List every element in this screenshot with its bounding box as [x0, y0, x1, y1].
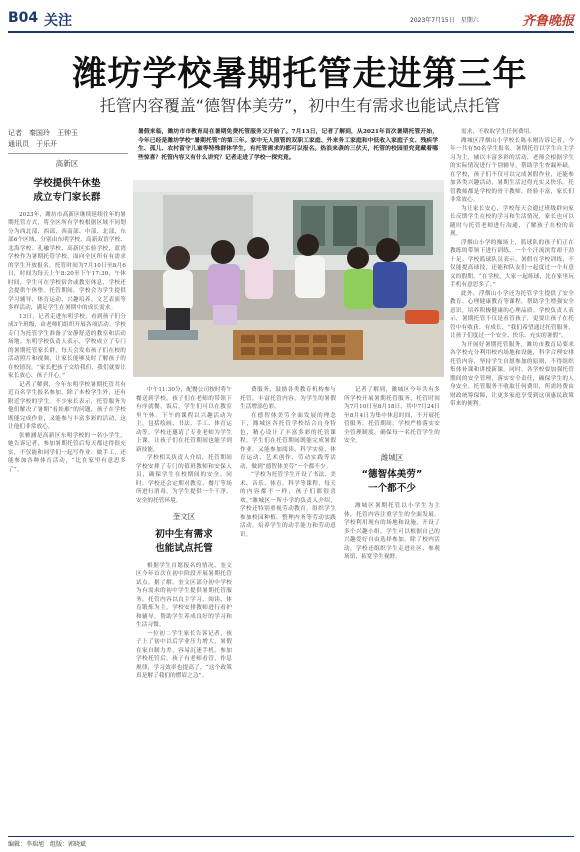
section1-kicker: 高新区	[55, 159, 79, 168]
article-lead: 暑假来临，潍坊市市教育局在暑期免费托管服务又开始了。7月13日，记者了解到，从2021年首次暑期托管开始，今年已经是潍坊学校“暑期托管”的第三年。家中无人照管的双职工家庭、外来务工家庭和中低收入家庭子女、残疾学生、孤儿、农村留守儿童等特殊群体学生，有托管需求的都可以报名。热浪来袭的三伏天，托管的校园里究竟藏着哪些惊喜？托管内容又有什么讲究？记者走进了学校一探究竟。	[138, 129, 438, 161]
classroom-photo-icon	[133, 180, 444, 377]
section-name: 关注	[44, 13, 72, 29]
section3-kicker: 潍城区	[380, 452, 404, 462]
section4-column	[450, 128, 574, 828]
section3-title-line2: 一个都不少	[367, 483, 416, 494]
section2-kicker: 奎文区	[172, 512, 196, 521]
section2-paragraph: 根据学生自愿报名的情况，奎文区今年首次在初中阶段开展暑期托管试点。据了解，奎文区部分初中学校为有需求的初中学生提供暑期托管服务，托管内容以自主学习、阅读、体育锻炼为主，学校安排教师进行看护和辅导，帮助学生养成良好的学习和生活习惯。	[136, 562, 232, 628]
section2-paragraph: 中午11:30分，配餐公司按时将午餐送到学校，孩子们在老师的带领下有序就餐。饭后，学生们可以在教室里午休。下午的课程以兴趣活动为主，包括绘画、书法、手工、体育运动等，学校还邀请了专业老师为学生上课，让孩子们在托管期间也能学到新技能。	[136, 387, 232, 453]
section4-paragraph: 潍城区浮烟山小学校长陈永刚告诉记者，今年一共有50名学生报名，暑期托管以学生自主学习为主，辅以丰富多彩的活动，老师会根据学生的实际情况进行个别辅导，帮助学生查漏补缺。在学校，孩子们不仅可以完成暑假作业，还能参加各类兴趣活动，暑期生活过得充实又快乐。托管教师都是学校的骨干教师，经验丰富，家长们非常放心。	[450, 137, 574, 203]
byline	[8, 128, 78, 150]
section2-title-line2: 也能试点托管	[155, 542, 213, 554]
section3-paragraph: 费服务，鼓励各类教育机构参与托管，丰富托管内容，为学生的暑假生活增添色彩。	[240, 387, 336, 410]
byline-reporters: 记者 秦国玲 王钟玉	[8, 129, 78, 137]
section2-column	[136, 386, 232, 828]
section4-paragraph: 需求，不收取学生任何费用。	[461, 129, 536, 135]
section1-paragraph: 记者了解到，今年东明学校暑期托管共有近百名学生报名参加，除了本校学生外，还有附近学校的学生。不少家长表示，托管服务为他们解决了暑期“看娃难”的问题，孩子在学校既能完成作业，又能参与丰富多彩的活动，这让他们非常放心。	[8, 381, 126, 430]
section3-column-b	[344, 386, 440, 828]
byline-correspondent: 通讯员 于乐开	[8, 140, 57, 148]
page-number: B04	[8, 10, 39, 26]
section4-paragraph: 此外，浮烟山小学还为托管学生提供了安全教育、心理健康教育等课程，帮助学生增强安全意识，培养积极健康的心理品质。学校负责人表示，暑期托管不仅是看管孩子，更要让孩子在托管中有收获、有成长，“我们希望通过托管服务，让孩子们度过一个安全、快乐、充实的暑假”。	[450, 290, 574, 339]
issue-date: 2023年7月15日 星期六	[410, 17, 479, 24]
byline-rule	[8, 153, 128, 154]
section3-paragraph: 在德智体美劳全面发展的理念下，潍城区各托管学校结合自身特色，精心设计了丰富多彩的托管课程。学生们在托管期间既能完成暑假作业，又能参加阅读、科学实验、体育运动、艺术创作、劳动实践等活动，做到“德智体美劳”一个都不少。	[240, 412, 336, 470]
section3-column-a	[240, 386, 336, 828]
section1-paragraph: 2023年，潍坊市高新区继续延续往年的暑期托管方式，将全区所有学校根据区域不同划分为西北部、西部、西南部、中部、北部、东部6个区域，分别由东明学校、高新双语学校、北海学校、孔融学校、高新区实验学校、蓝湾学校作为暑期托管学校，面向全区所有有需求的学生开放报名。托管时间为7月10日至8月6日，时间为每天上午8:20至下午17:30，午休时间，学生可在学校宿舍或教室休息，学校还会提供午休垫。托管期间，学校会为学生提供学习辅导、体育运动、兴趣培养、文艺表演等多样活动，满足学生在暑期中的成长需求。	[8, 211, 126, 311]
section1-paragraph: 13日，记者走进东明学校，看到孩子们分成3个班级，由老师们组织开展各项活动。学校专门为托管学生准备了安静舒适的教室和活动场地。东明学校负责人表示，学校成立了专门的暑期托管家长群，每天会发布孩子们在校的活动照片和视频，让家长能够及时了解孩子的在校情况。“家长把孩子交给我们，我们就要让家长放心、孩子开心。”	[8, 313, 126, 379]
section4-paragraph: 为让家长安心，学校每天会通过班级群向家长反馈学生在校的学习和生活情况，家长也可以随时与托管老师进行沟通，了解孩子在校的表现。	[450, 205, 574, 237]
section1-title-line1: 学校提供午休垫	[33, 177, 101, 189]
footer-credits: 编辑：李瑞旭 组版：郭晓斌	[8, 841, 87, 848]
section4-paragraph: 为开展好暑期托管服务，潍坊市教育局要求各学校充分利用校内场地和设施，科学合理安排托管内容，坚持学生自愿参加的原则，不得组织集体补课和讲授新课。同时，各学校要加强托管期间的安全管理，落实安全责任，确保学生的人身安全。托管服务不收取任何费用，所需经费由财政统筹保障，让更多家庭享受到这项惠民政策带来的便利。	[450, 341, 574, 407]
article-headline: 潍坊学校暑期托管走进第三年	[72, 54, 528, 94]
section3-paragraph: 潍城区暑期托管以小学生为主体，托管内容注重学生的全面发展。学校利用现有的场地和设施，开设了多个兴趣小组，学生可以根据自己的兴趣爱好自由选择参加。除了校内活动，学校还组织学生走进社区、参观场馆，拓宽学生视野。	[344, 503, 440, 560]
page-header	[8, 10, 574, 28]
section1-title-line2: 成立专门家长群	[33, 191, 101, 203]
section3-paragraph: 记者了解到，潍城区今年共有多所学校开展暑期托管服务，托管时间为7月10日至8月18日，其中7月24日至8月4日为集中休息时间，不开展托管服务。托管期间，学校严格落实安全管理制度，确保每一名托管学生的安全。	[344, 387, 440, 444]
article-photo	[133, 180, 444, 377]
masthead-logo: 齐鲁晚报	[521, 14, 574, 29]
header-rule	[8, 31, 574, 33]
section2-title-line1: 初中生有需求	[155, 528, 213, 540]
footer-rule	[8, 836, 574, 837]
section1-column	[8, 158, 126, 828]
section1-paragraph: 张雅涵是高新区东明学校的一名小学生，她告诉记者，参加暑期托管后每天都过得很充实，不仅能和同学们一起写作业、做手工，还能参加各种体育活动，“比在家里有意思多了”。	[8, 432, 126, 473]
section4-paragraph: 浮烟山小学的操场上，篮球队的孩子们正在教练的带领下进行训练，一个个汗流浃背却干劲十足。学校篮球队员表示，暑假在学校训练，不仅能提高球技，还能和队友们一起度过一个有意义的假期。“在学校，大家一起练球，比在家里玩手机有意思多了。”	[450, 239, 574, 288]
article-subheadline: 托管内容覆盖“德智体美劳”，初中生有需求也能试点托管	[99, 96, 501, 115]
section3-paragraph: “学校为托管学生开设了书法、美术、音乐、体育、科学等课程，每天的内容都不一样，孩子们都很喜欢。”潍城区一所小学的负责人介绍，学校还特别重视劳动教育，组织学生参加校园种植、整理内务等劳动实践活动，培养学生的动手能力和劳动意识。	[240, 472, 336, 538]
section2-paragraph: 一位初二学生家长告诉记者，孩子上了初中以后学业压力增大，暑假在家自制力差，容易沉迷手机。参加学校托管后，孩子有老师看管，作息规律，学习效率也提高了，“这个政策真是解了我们的燃眉之急”。	[136, 630, 232, 679]
section3-title-line1: “德智体美劳”	[361, 469, 423, 480]
section2-paragraph: 学校相关负责人介绍，托管期间学校安排了专门的值班教师和安保人员，确保学生在校期间的安全。同时，学校还会定期对教室、餐厅等场所进行消毒，为学生提供一个干净、安全的托管环境。	[136, 455, 232, 504]
